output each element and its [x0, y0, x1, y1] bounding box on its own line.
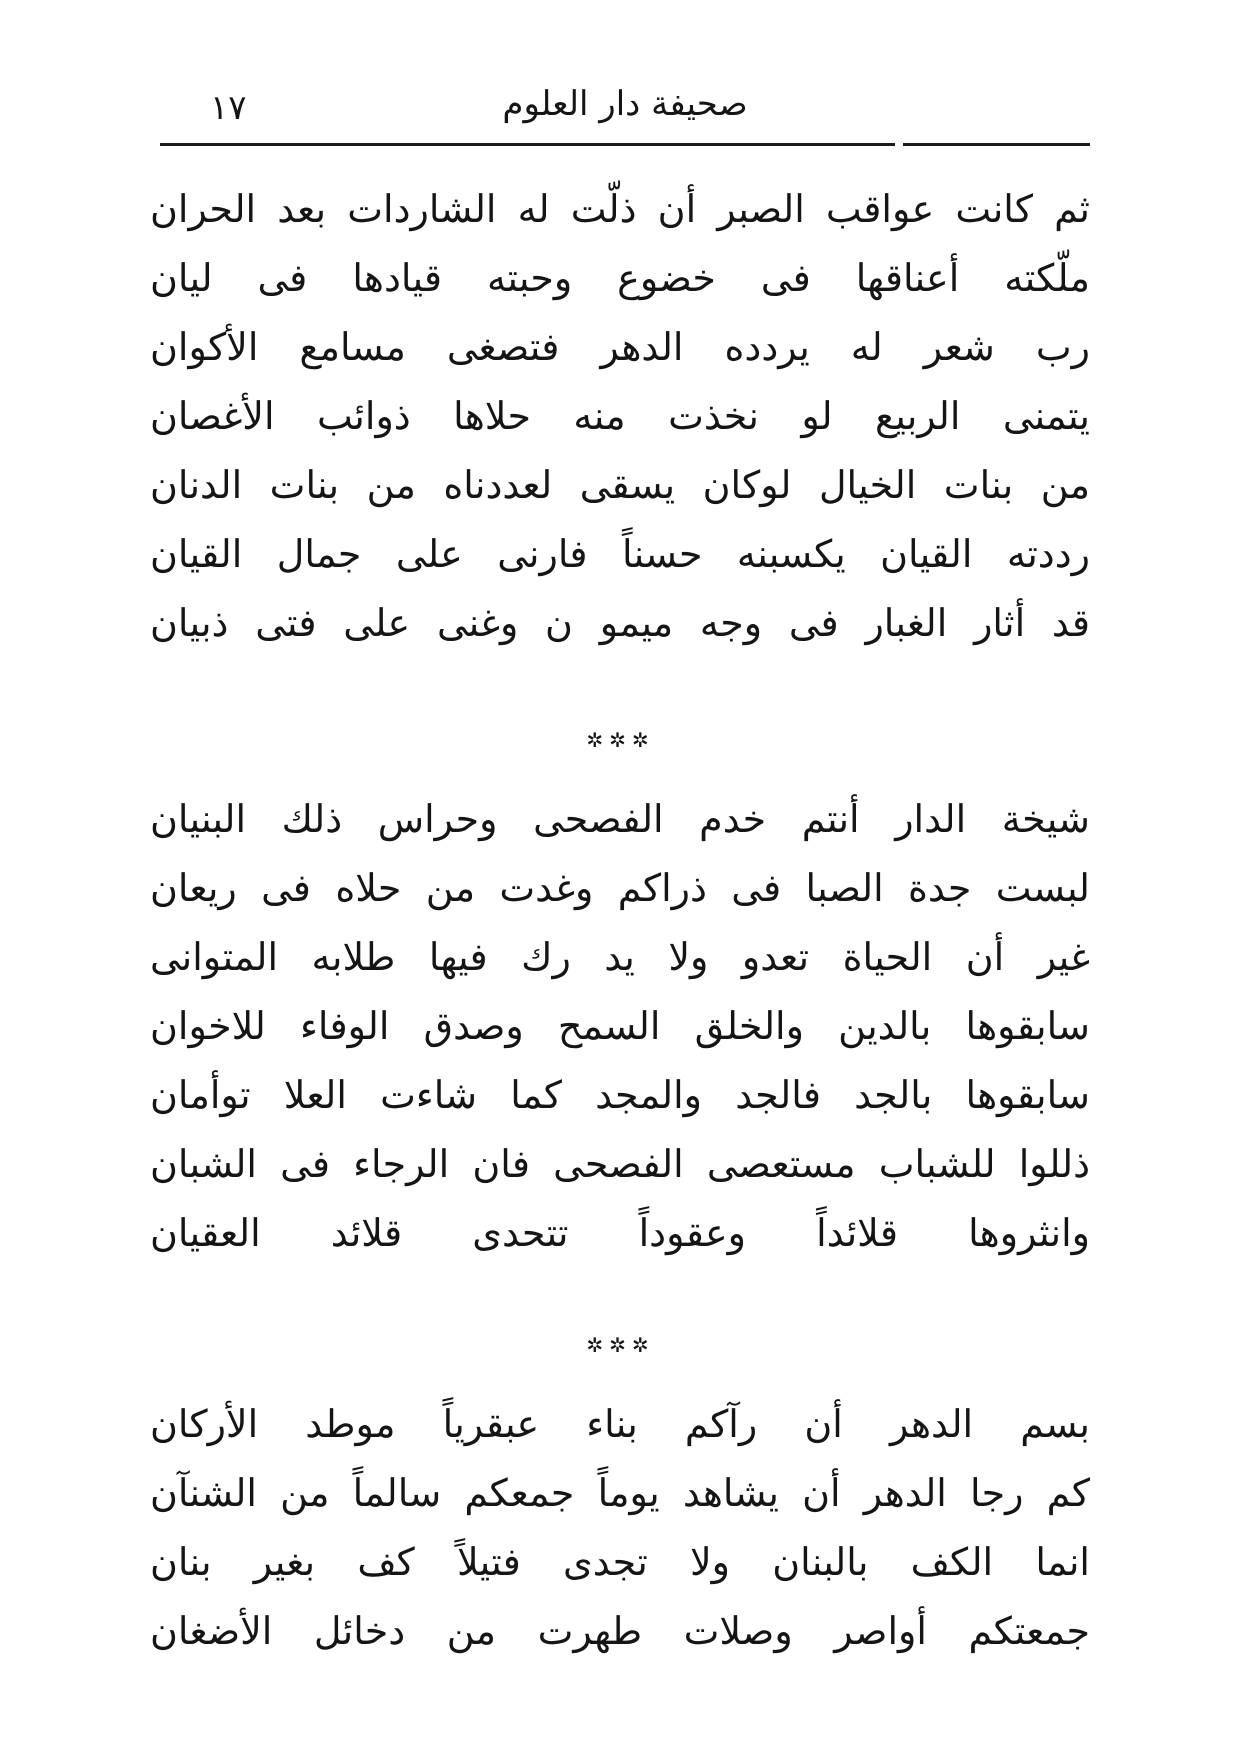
stanza-separator: ✲✲✲ [586, 1333, 655, 1357]
verse-line: قد أثار الغبار فى وجه ميمو ن وغنى على فتى ذبيان [150, 601, 1090, 645]
verse-line: ثم كانت عواقب الصبر أن ذلّت له الشاردات بعد الحران [150, 187, 1090, 231]
verse-line: رددته القيان يكسبنه حسناً فارنى على جمال القيان [150, 532, 1090, 576]
verse-line: بسم الدهر أن رآكم بناء عبقرياً موطد الأركان [150, 1402, 1090, 1446]
verse-line: سابقوها بالدين والخلق السمح وصدق الوفاء للاخوان [150, 1004, 1090, 1048]
verse-line: غير أن الحياة تعدو ولا يد رك فيها طلابه المتوانى [150, 935, 1090, 979]
verse-line: من بنات الخيال لوكان يسقى لعددناه من بنات الدنان [150, 463, 1090, 507]
page-number: ١٧ [210, 88, 247, 128]
verse-line: لبست جدة الصبا فى ذراكم وغدت من حلاه فى ريعان [150, 866, 1090, 910]
verse-line: شيخة الدار أنتم خدم الفصحى وحراس ذلك البنيان [150, 797, 1090, 841]
verse-line: يتمنى الربيع لو نخذت منه حلاها ذوائب الأغصان [150, 394, 1090, 438]
verse-line: سابقوها بالجد فالجد والمجد كما شاءت العلا توأمان [150, 1073, 1090, 1117]
running-title: صحيفة دار العلوم [502, 84, 748, 124]
stanza-1 [150, 175, 1090, 658]
page-header [160, 80, 1090, 140]
stanza-separator: ✲✲✲ [586, 728, 655, 752]
verse-line: رب شعر له يردده الدهر فتصغى مسامع الأكوان [150, 325, 1090, 369]
stanza-2 [150, 785, 1090, 1268]
verse-line: جمعتكم أواصر وصلات طهرت من دخائل الأضغان [150, 1609, 1090, 1653]
verse-line: ذللوا للشباب مستعصى الفصحى فان الرجاء فى الشبان [150, 1142, 1090, 1186]
verse-line: كم رجا الدهر أن يشاهد يوماً جمعكم سالماً من الشنآن [150, 1471, 1090, 1515]
verse-line: انما الكف بالبنان ولا تجدى فتيلاً كف بغير بنان [150, 1540, 1090, 1584]
stanza-3 [150, 1390, 1090, 1666]
header-rule-long [160, 143, 895, 146]
header-rule-short [903, 143, 1090, 146]
verse-line: ملّكته أعناقها فى خضوع وحبته قيادها فى ليان [150, 256, 1090, 300]
verse-line: وانثروها قلائداً وعقوداً تتحدى قلائد العقيان [150, 1211, 1090, 1255]
